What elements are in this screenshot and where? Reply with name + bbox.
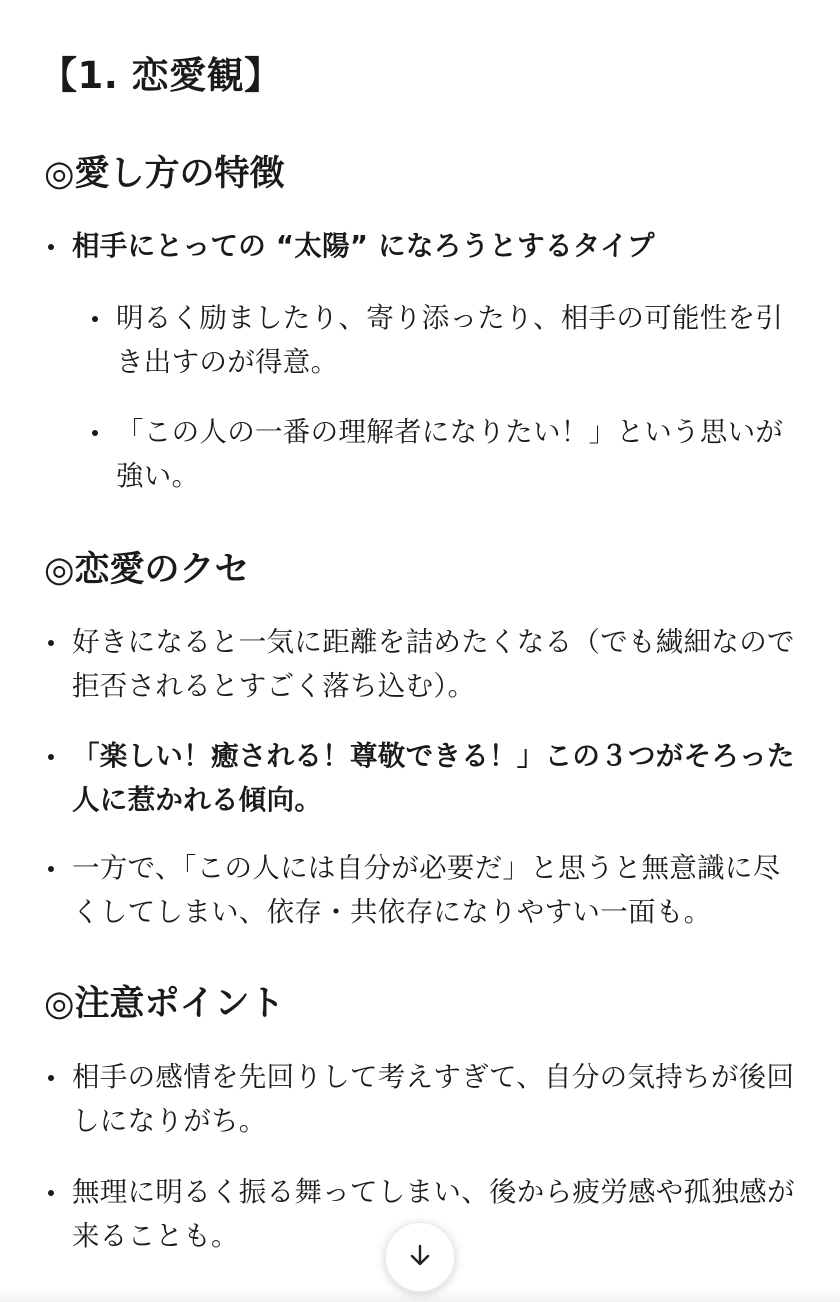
subsection-heading-love-style: ◎愛し方の特徴 [44,154,285,194]
list-item [72,1055,802,1143]
list-item [116,296,796,384]
list-item [72,734,802,822]
list-item-text: 「この人の一番の理解者になりたい！」という思いが強い。 [116,416,784,492]
list-item [72,224,802,268]
list-item-text: 一方で、「この人には自分が必要だ」と思うと無意識に尽くしてしまい、依存・共依存になりやすい一面も。 [72,852,781,928]
list-item-text: 明るく励ましたり、寄り添ったり、相手の可能性を引き出すのが得意。 [116,302,784,378]
list-item-text: 相手の感情を先回りして考えすぎて、自分の気持ちが後回しになりがち。 [72,1061,795,1137]
list-item-text: 「楽しい！癒される！尊敬できる！」この３つがそろった人に惹かれる傾向。 [72,740,795,816]
list-item [116,410,796,498]
subsection-heading-caution-points: ◎注意ポイント [44,984,285,1024]
list-item-text: 相手にとっての “太陽” になろうとするタイプ [72,230,655,262]
arrow-down-icon [406,1241,434,1273]
section-title: 【1. 恋愛観】 [40,54,282,97]
list-item-text: 好きになると一気に距離を詰めたくなる（でも繊細なので拒否されるとすごく落ち込む）。 [72,626,795,702]
list-item [72,620,802,708]
subsection-heading-love-habits: ◎恋愛のクセ [44,550,250,590]
scroll-to-bottom-button[interactable] [385,1222,455,1292]
list-item [72,846,802,934]
list-item-text: 無理に明るく振る舞ってしまい、後から疲労感や孤独感が来ることも。 [72,1176,795,1252]
